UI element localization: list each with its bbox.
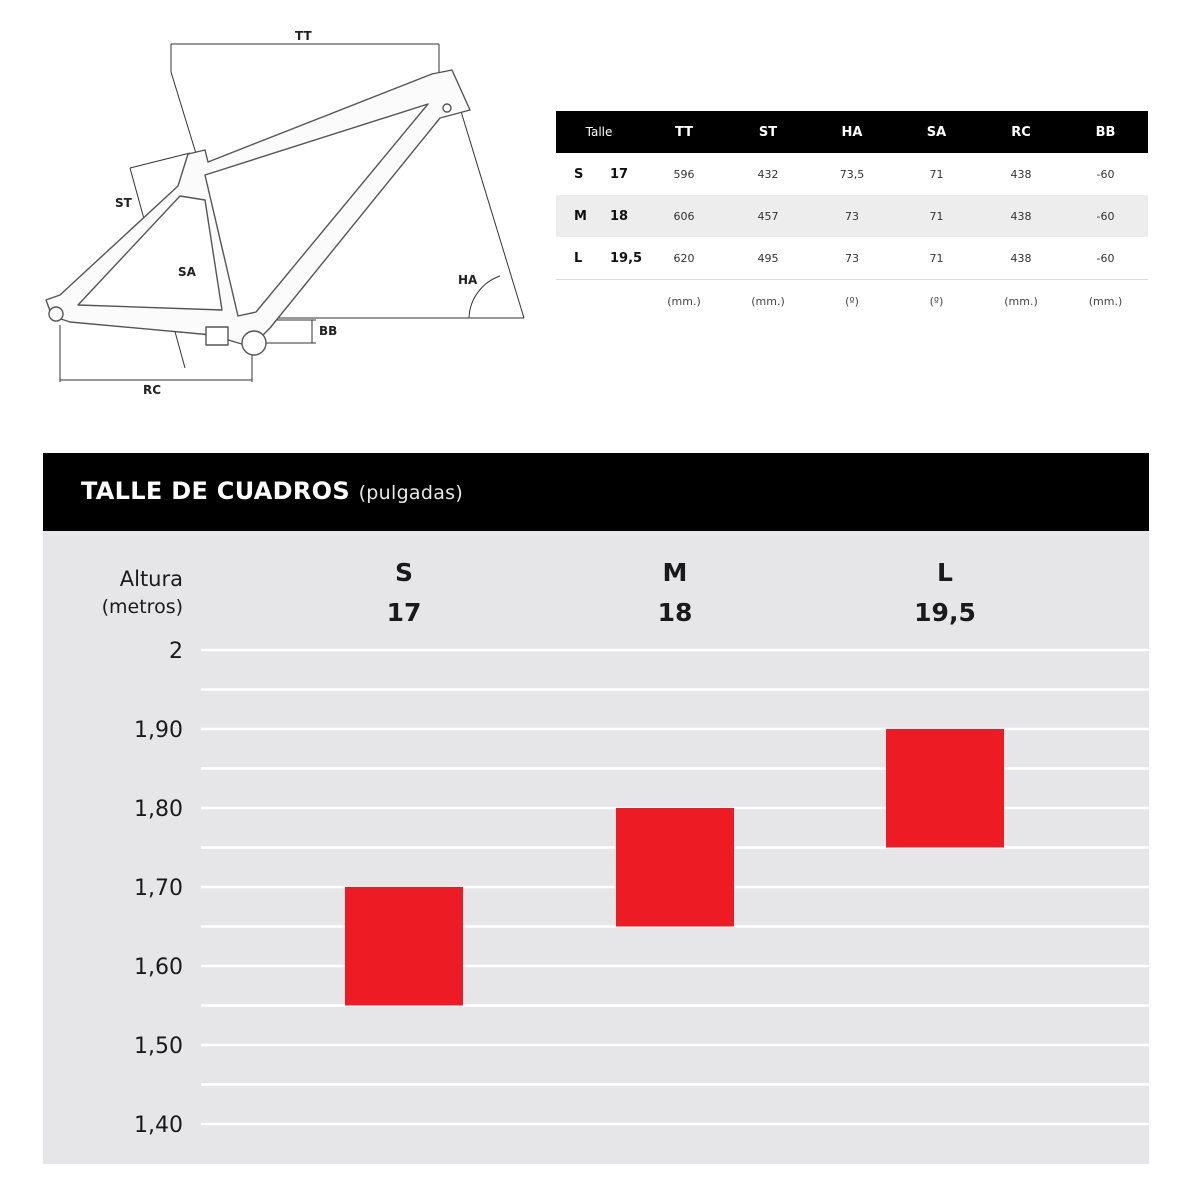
y-tick-label: 2 [169, 639, 183, 664]
cell-st: 457 [726, 195, 810, 237]
table-row [556, 237, 1148, 280]
y-tick-label: 1,50 [134, 1034, 183, 1059]
header-tt: TT [642, 111, 726, 153]
diagram-label-rc: RC [143, 383, 162, 397]
row-inches: 17 [610, 166, 629, 182]
category-inches-label: 19,5 [914, 598, 976, 627]
header-rc: RC [979, 111, 1063, 153]
unit-bb: (mm.) [1063, 280, 1148, 323]
category-size-label: M [662, 558, 688, 587]
category-size-label: L [937, 558, 953, 587]
header-st: ST [726, 111, 810, 153]
cell-tt: 596 [673, 167, 695, 181]
diagram-label-st: ST [115, 196, 132, 210]
chart-header [43, 453, 1149, 531]
cell-tt: 606 [642, 195, 726, 237]
category-size-label: S [394, 558, 414, 587]
diagram-label-sa: SA [178, 265, 196, 279]
cell-ha: 73,5 [839, 167, 865, 181]
cell-st: 495 [757, 251, 779, 265]
unit-rc: (mm.) [979, 280, 1063, 323]
y-tick-label: 1,40 [134, 1113, 183, 1138]
cell-ha: 73 [810, 195, 894, 237]
diagram-label-bb: BB [319, 324, 338, 338]
y-tick-label: 1,80 [134, 797, 183, 822]
diagram-label-ha: HA [458, 273, 478, 287]
size-chart [43, 531, 1149, 1164]
row-size: M [556, 195, 610, 237]
table-row [556, 153, 1148, 195]
y-tick-label: 1,60 [134, 955, 183, 980]
category-inches-label: 18 [657, 598, 693, 627]
header-ha: HA [810, 111, 894, 153]
frame-geometry-diagram [0, 0, 540, 420]
unit-ha: (º) [810, 280, 894, 323]
row-inches: 19,5 [610, 250, 643, 266]
cell-rc: 438 [1010, 167, 1032, 181]
header-bb: BB [1063, 111, 1148, 153]
cell-bb: -60 [1096, 167, 1115, 181]
cell-rc: 438 [1010, 251, 1032, 265]
height-range-bar [886, 729, 1004, 848]
y-tick-label: 1,90 [134, 718, 183, 743]
row-size: S [574, 166, 584, 182]
header-sa: SA [894, 111, 979, 153]
cell-bb: -60 [1096, 251, 1115, 265]
y-tick-label: 1,70 [134, 876, 183, 901]
unit-st: (mm.) [726, 280, 810, 323]
size-chart-plot [43, 531, 1149, 1164]
row-size: L [574, 250, 583, 266]
cell-sa: 71 [929, 251, 944, 265]
cell-st: 432 [757, 167, 779, 181]
units-row [556, 280, 1148, 323]
height-range-bar [616, 808, 734, 927]
category-inches-label: 17 [386, 598, 422, 627]
cell-rc: 438 [979, 195, 1063, 237]
cell-sa: 71 [894, 195, 979, 237]
y-axis-unit: (metros) [101, 596, 183, 618]
geometry-header-row [556, 111, 1148, 153]
cell-sa: 71 [929, 167, 944, 181]
height-range-bar [345, 887, 463, 1006]
unit-tt: (mm.) [642, 280, 726, 323]
table-row [556, 195, 1148, 237]
chart-title-text: TALLE DE CUADROS [81, 477, 350, 505]
cell-ha: 73 [845, 251, 859, 265]
unit-sa: (º) [894, 280, 979, 323]
y-axis-label: Altura [119, 567, 183, 591]
row-inches: 18 [610, 195, 642, 237]
chart-title-unit: (pulgadas) [358, 482, 464, 504]
chart-title [81, 477, 463, 505]
cell-bb: -60 [1063, 195, 1148, 237]
diagram-label-tt: TT [295, 29, 312, 43]
cell-tt: 620 [673, 251, 695, 265]
header-talle: Talle [556, 111, 642, 153]
geometry-table [556, 111, 1148, 322]
